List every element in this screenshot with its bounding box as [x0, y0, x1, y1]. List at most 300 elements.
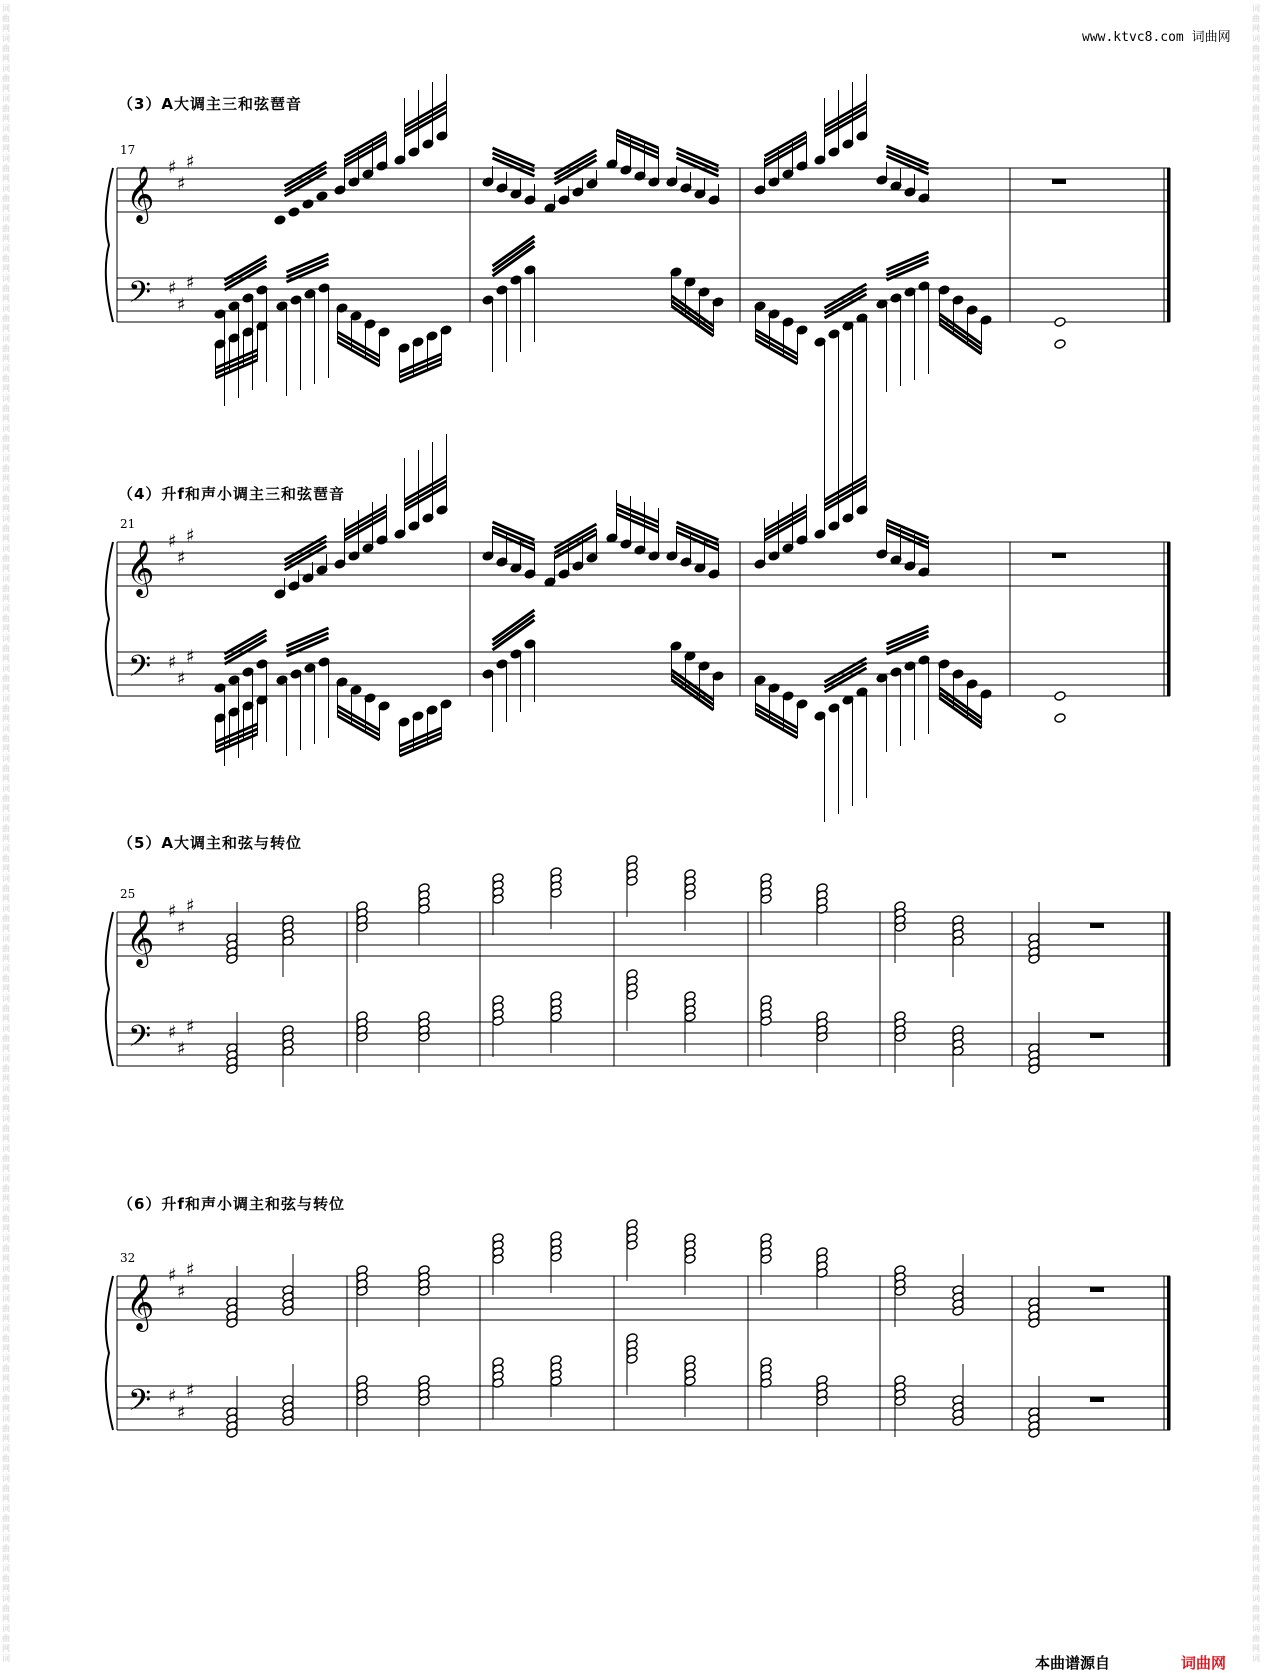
margin-mark: 网 — [1252, 1284, 1260, 1293]
margin-mark: 曲 — [2, 1514, 10, 1523]
margin-mark: 词 — [2, 814, 10, 823]
margin-mark: 网 — [1252, 1494, 1260, 1503]
margin-mark: 曲 — [2, 104, 10, 113]
margin-mark: 词 — [2, 994, 10, 1003]
margin-mark: 网 — [2, 714, 10, 723]
margin-mark: 词 — [1252, 994, 1260, 1003]
margin-mark: 网 — [1252, 1584, 1260, 1593]
margin-mark: 网 — [1252, 264, 1260, 273]
margin-mark: 词 — [1252, 514, 1260, 523]
margin-mark: 网 — [2, 384, 10, 393]
margin-mark: 词 — [2, 1504, 10, 1513]
margin-mark: 网 — [1252, 714, 1260, 723]
final-barline-thick — [1167, 912, 1171, 1066]
margin-mark: 词 — [1252, 814, 1260, 823]
margin-mark: 词 — [2, 1294, 10, 1303]
margin-mark: 曲 — [1252, 314, 1260, 323]
margin-mark: 曲 — [1252, 1064, 1260, 1073]
margin-mark: 网 — [2, 1374, 10, 1383]
margin-mark: 网 — [1252, 144, 1260, 153]
margin-mark: 网 — [1252, 744, 1260, 753]
margin-mark: 词 — [1252, 1084, 1260, 1093]
margin-mark: 曲 — [1252, 224, 1260, 233]
margin-mark: 曲 — [2, 1424, 10, 1433]
margin-mark: 网 — [1252, 474, 1260, 483]
key-signature-sharp: ♯ — [168, 1022, 177, 1043]
margin-mark: 词 — [2, 334, 10, 343]
margin-mark: 词 — [2, 1354, 10, 1363]
margin-mark: 词 — [1252, 214, 1260, 223]
margin-mark: 曲 — [2, 1454, 10, 1463]
margin-mark: 词 — [2, 244, 10, 253]
margin-mark: 网 — [2, 1284, 10, 1293]
measure-number: 17 — [120, 143, 136, 157]
margin-mark: 词 — [1252, 1054, 1260, 1063]
margin-mark: 网 — [1252, 834, 1260, 843]
margin-mark: 曲 — [1252, 584, 1260, 593]
margin-mark: 曲 — [1252, 674, 1260, 683]
margin-mark: 网 — [2, 204, 10, 213]
margin-mark: 词 — [2, 214, 10, 223]
margin-mark: 词 — [2, 4, 10, 13]
margin-mark: 曲 — [1252, 644, 1260, 653]
key-signature-sharp: ♯ — [168, 157, 177, 178]
bass-clef-icon: 𝄢 — [128, 1384, 152, 1425]
margin-mark: 曲 — [1252, 1424, 1260, 1433]
bass-clef-icon: 𝄢 — [128, 1020, 152, 1061]
margin-mark: 曲 — [1252, 554, 1260, 563]
margin-mark: 网 — [2, 684, 10, 693]
key-signature-sharp: ♯ — [186, 646, 195, 668]
margin-mark: 网 — [2, 1614, 10, 1623]
margin-mark: 词 — [2, 1474, 10, 1483]
margin-mark: 网 — [1252, 654, 1260, 663]
margin-mark: 曲 — [2, 494, 10, 503]
margin-mark: 网 — [1252, 444, 1260, 453]
margin-mark: 网 — [2, 294, 10, 303]
margin-mark: 曲 — [1252, 614, 1260, 623]
margin-mark: 网 — [2, 174, 10, 183]
margin-mark: 词 — [1252, 634, 1260, 643]
key-signature-sharp: ♯ — [177, 547, 186, 569]
margin-mark: 词 — [1252, 334, 1260, 343]
key-signature-sharp: ♯ — [186, 895, 195, 917]
bass-arpeggio-beam — [825, 289, 867, 313]
bass-arpeggio-beam — [338, 337, 380, 361]
margin-mark: 网 — [2, 264, 10, 273]
margin-mark: 曲 — [2, 1634, 10, 1643]
margin-mark: 曲 — [2, 1304, 10, 1313]
margin-mark: 词 — [1252, 694, 1260, 703]
section-title-5: （5）A大调主和弦与转位 — [118, 834, 303, 852]
margin-mark: 词 — [1252, 304, 1260, 313]
final-barline-thick — [1167, 168, 1171, 322]
margin-mark: 网 — [2, 534, 10, 543]
score-system-chords-f-sharp-minor — [0, 1232, 1268, 1472]
margin-mark: 网 — [2, 1104, 10, 1113]
margin-mark: 网 — [1252, 1374, 1260, 1383]
margin-mark: 曲 — [2, 1094, 10, 1103]
margin-mark: 词 — [2, 604, 10, 613]
margin-mark: 曲 — [2, 1064, 10, 1073]
margin-mark: 词 — [1252, 574, 1260, 583]
margin-mark: 词 — [2, 34, 10, 43]
margin-mark: 词 — [2, 304, 10, 313]
margin-mark: 网 — [2, 774, 10, 783]
key-signature-sharp: ♯ — [177, 1402, 186, 1424]
margin-mark: 网 — [1252, 1614, 1260, 1623]
key-signature-sharp: ♯ — [186, 1016, 195, 1038]
margin-mark: 曲 — [2, 44, 10, 53]
margin-mark: 曲 — [2, 674, 10, 683]
margin-mark: 词 — [2, 904, 10, 913]
grand-staff-brace — [106, 912, 113, 1066]
margin-mark: 词 — [1252, 1144, 1260, 1153]
margin-mark: 网 — [1252, 954, 1260, 963]
margin-mark: 曲 — [1252, 1394, 1260, 1403]
margin-mark: 曲 — [1252, 1184, 1260, 1193]
margin-mark: 词 — [2, 784, 10, 793]
whole-rest — [1090, 1287, 1104, 1292]
treble-arpeggio-beam — [405, 481, 447, 505]
margin-mark: 网 — [2, 594, 10, 603]
margin-mark: 网 — [1252, 324, 1260, 333]
margin-mark: 曲 — [1252, 134, 1260, 143]
margin-mark: 曲 — [2, 164, 10, 173]
bass-arpeggio-beam — [756, 335, 798, 359]
margin-mark: 曲 — [2, 224, 10, 233]
margin-mark: 网 — [2, 114, 10, 123]
margin-mark: 网 — [1252, 804, 1260, 813]
margin-mark: 词 — [1252, 124, 1260, 133]
margin-mark: 网 — [2, 984, 10, 993]
margin-mark: 网 — [2, 504, 10, 513]
grand-staff-brace — [106, 1276, 113, 1430]
margin-mark: 词 — [2, 94, 10, 103]
margin-mark: 网 — [2, 1254, 10, 1263]
margin-mark: 曲 — [2, 1034, 10, 1043]
margin-mark: 词 — [1252, 1654, 1260, 1663]
margin-mark: 曲 — [2, 1214, 10, 1223]
margin-mark: 曲 — [2, 1274, 10, 1283]
margin-mark: 词 — [2, 544, 10, 553]
margin-mark: 词 — [1252, 4, 1260, 13]
treble-arpeggio-beam — [555, 529, 597, 553]
score-system-arpeggio-f-sharp-minor — [0, 518, 1268, 798]
margin-mark: 词 — [2, 1624, 10, 1633]
margin-mark: 网 — [2, 1494, 10, 1503]
margin-mark: 曲 — [1252, 164, 1260, 173]
margin-mark: 曲 — [2, 1574, 10, 1583]
margin-mark: 网 — [2, 1134, 10, 1143]
margin-mark: 词 — [1252, 544, 1260, 553]
margin-mark: 曲 — [2, 1394, 10, 1403]
margin-mark: 曲 — [1252, 1634, 1260, 1643]
margin-mark: 网 — [1252, 1254, 1260, 1263]
margin-mark: 网 — [2, 1554, 10, 1563]
margin-mark: 词 — [1252, 1234, 1260, 1243]
bass-whole-note — [1054, 691, 1066, 702]
margin-mark: 词 — [1252, 1174, 1260, 1183]
margin-mark: 词 — [2, 1384, 10, 1393]
key-signature-sharp: ♯ — [168, 278, 177, 299]
margin-mark: 词 — [2, 1444, 10, 1453]
margin-mark: 词 — [2, 424, 10, 433]
margin-mark: 词 — [1252, 244, 1260, 253]
margin-mark: 词 — [2, 1534, 10, 1543]
margin-mark: 词 — [1252, 874, 1260, 883]
margin-mark: 词 — [1252, 964, 1260, 973]
margin-mark: 网 — [2, 894, 10, 903]
margin-mark: 词 — [1252, 34, 1260, 43]
margin-mark: 网 — [1252, 924, 1260, 933]
margin-mark: 曲 — [1252, 1484, 1260, 1493]
margin-mark: 词 — [2, 454, 10, 463]
margin-mark: 网 — [2, 1434, 10, 1443]
section-title-4: （4）升f和声小调主三和弦琶音 — [118, 485, 345, 503]
score-system-arpeggio-a-major — [0, 130, 1268, 420]
margin-mark: 曲 — [2, 284, 10, 293]
margin-mark: 词 — [2, 964, 10, 973]
margin-mark: 网 — [2, 1524, 10, 1533]
key-signature-sharp: ♯ — [168, 652, 177, 673]
margin-mark: 曲 — [2, 134, 10, 143]
margin-mark: 曲 — [1252, 1304, 1260, 1313]
treble-clef-icon: 𝄞 — [126, 1274, 155, 1330]
bass-clef-icon: 𝄢 — [128, 276, 152, 317]
margin-mark: 词 — [2, 574, 10, 583]
bass-arpeggio-beam — [825, 663, 867, 687]
margin-mark: 网 — [2, 414, 10, 423]
margin-mark: 词 — [2, 1234, 10, 1243]
key-signature-sharp: ♯ — [186, 272, 195, 294]
margin-mark: 曲 — [2, 554, 10, 563]
section-title-6: （6）升f和声小调主和弦与转位 — [118, 1195, 345, 1213]
treble-clef-icon: 𝄞 — [126, 166, 155, 222]
margin-mark: 曲 — [1252, 464, 1260, 473]
bass-arpeggio-beam — [225, 261, 267, 285]
margin-mark: 网 — [2, 654, 10, 663]
margin-mark: 曲 — [1252, 284, 1260, 293]
margin-mark: 网 — [1252, 624, 1260, 633]
margin-mark: 曲 — [1252, 1274, 1260, 1283]
margin-mark: 词 — [2, 754, 10, 763]
treble-arpeggio-beam — [555, 155, 597, 179]
whole-rest — [1090, 1033, 1104, 1038]
margin-mark: 网 — [1252, 84, 1260, 93]
margin-mark: 网 — [2, 474, 10, 483]
measure-number: 25 — [120, 887, 136, 901]
margin-mark: 曲 — [1252, 1334, 1260, 1343]
footer-brand-link[interactable]: 词曲网 — [1181, 1654, 1227, 1672]
margin-mark: 词 — [1252, 1594, 1260, 1603]
margin-mark: 曲 — [1252, 404, 1260, 413]
margin-mark: 网 — [2, 1164, 10, 1173]
grand-staff-brace — [106, 168, 113, 322]
margin-mark: 词 — [1252, 1204, 1260, 1213]
margin-mark: 词 — [2, 874, 10, 883]
margin-mark: 网 — [1252, 1044, 1260, 1053]
treble-arpeggio-beam — [405, 107, 447, 131]
site-name: 词曲网 — [1191, 30, 1231, 45]
key-signature-sharp: ♯ — [186, 1259, 195, 1281]
margin-mark: 网 — [1252, 564, 1260, 573]
margin-mark: 词 — [1252, 274, 1260, 283]
margin-mark: 曲 — [1252, 1034, 1260, 1043]
margin-mark: 网 — [2, 234, 10, 243]
margin-mark: 词 — [2, 1054, 10, 1063]
margin-mark: 曲 — [2, 764, 10, 773]
margin-mark: 曲 — [2, 344, 10, 353]
margin-mark: 曲 — [2, 194, 10, 203]
margin-mark: 网 — [2, 924, 10, 933]
margin-mark: 曲 — [1252, 74, 1260, 83]
final-barline-thick — [1167, 1276, 1171, 1430]
margin-mark: 词 — [1252, 1354, 1260, 1363]
margin-mark: 网 — [1252, 594, 1260, 603]
margin-mark: 词 — [1252, 844, 1260, 853]
margin-mark: 网 — [1252, 534, 1260, 543]
margin-mark: 曲 — [1252, 854, 1260, 863]
margin-mark: 网 — [2, 564, 10, 573]
margin-mark: 网 — [1252, 1524, 1260, 1533]
margin-mark: 曲 — [2, 1154, 10, 1163]
margin-mark: 曲 — [2, 1124, 10, 1133]
section-title-3: （3）A大调主三和弦琶音 — [118, 95, 303, 113]
margin-mark: 网 — [2, 1074, 10, 1083]
margin-mark: 词 — [1252, 904, 1260, 913]
margin-mark: 词 — [2, 1564, 10, 1573]
margin-mark: 网 — [1252, 1164, 1260, 1173]
margin-mark: 词 — [1252, 934, 1260, 943]
bass-whole-note — [1054, 317, 1066, 328]
margin-mark: 词 — [2, 694, 10, 703]
key-signature-sharp: ♯ — [168, 1386, 177, 1407]
margin-mark: 词 — [1252, 1294, 1260, 1303]
margin-mark: 网 — [2, 864, 10, 873]
margin-mark: 词 — [1252, 1624, 1260, 1633]
margin-mark: 网 — [1252, 1104, 1260, 1113]
margin-mark: 词 — [1252, 1504, 1260, 1513]
margin-mark: 曲 — [2, 1244, 10, 1253]
bass-whole-note — [1054, 339, 1066, 350]
margin-mark: 曲 — [1252, 884, 1260, 893]
margin-mark: 网 — [2, 1404, 10, 1413]
margin-mark: 曲 — [2, 434, 10, 443]
margin-mark: 曲 — [2, 314, 10, 323]
margin-mark: 曲 — [2, 824, 10, 833]
margin-mark: 网 — [2, 804, 10, 813]
margin-mark: 网 — [1252, 384, 1260, 393]
margin-mark: 曲 — [2, 1604, 10, 1613]
footer-credit: 本曲谱源自 — [1035, 1654, 1111, 1672]
key-signature-sharp: ♯ — [168, 901, 177, 922]
key-signature-sharp: ♯ — [177, 294, 186, 316]
bass-arpeggio-beam — [672, 675, 714, 705]
margin-mark: 曲 — [2, 974, 10, 983]
margin-mark: 曲 — [1252, 1514, 1260, 1523]
margin-mark: 词 — [1252, 1474, 1260, 1483]
margin-mark: 网 — [1252, 414, 1260, 423]
bass-arpeggio-beam — [225, 635, 267, 659]
margin-mark: 曲 — [2, 14, 10, 23]
margin-mark: 网 — [2, 1584, 10, 1593]
margin-mark: 网 — [2, 1194, 10, 1203]
margin-mark: 曲 — [2, 944, 10, 953]
site-header — [1082, 26, 1231, 45]
measure-number: 32 — [120, 1251, 136, 1265]
margin-mark: 词 — [2, 1174, 10, 1183]
margin-mark: 词 — [1252, 1324, 1260, 1333]
treble-clef-icon: 𝄞 — [126, 540, 155, 596]
margin-mark: 词 — [2, 274, 10, 283]
margin-mark: 网 — [2, 1314, 10, 1323]
margin-mark: 曲 — [1252, 374, 1260, 383]
key-signature-sharp: ♯ — [186, 151, 195, 173]
margin-mark: 曲 — [1252, 254, 1260, 263]
margin-mark: 网 — [1252, 54, 1260, 63]
margin-mark: 词 — [1252, 664, 1260, 673]
treble-arpeggio-beam — [765, 511, 807, 535]
margin-mark: 曲 — [1252, 1544, 1260, 1553]
margin-mark: 曲 — [2, 74, 10, 83]
margin-mark: 网 — [2, 624, 10, 633]
margin-mark: 网 — [1252, 1224, 1260, 1233]
margin-mark: 词 — [2, 1264, 10, 1273]
margin-mark: 词 — [2, 1324, 10, 1333]
key-signature-sharp: ♯ — [177, 173, 186, 195]
margin-mark: 曲 — [2, 1484, 10, 1493]
margin-mark: 词 — [1252, 754, 1260, 763]
key-signature-sharp: ♯ — [186, 1380, 195, 1402]
margin-mark: 网 — [1252, 774, 1260, 783]
margin-mark: 曲 — [1252, 14, 1260, 23]
margin-mark: 词 — [2, 64, 10, 73]
margin-mark: 网 — [1252, 204, 1260, 213]
margin-mark: 曲 — [1252, 344, 1260, 353]
margin-mark: 词 — [2, 364, 10, 373]
margin-mark: 网 — [1252, 234, 1260, 243]
margin-mark: 曲 — [1252, 944, 1260, 953]
margin-mark: 网 — [2, 444, 10, 453]
margin-mark: 曲 — [2, 584, 10, 593]
key-signature-sharp: ♯ — [168, 1265, 177, 1286]
treble-arpeggio-beam — [825, 107, 867, 131]
margin-mark: 曲 — [1252, 1364, 1260, 1373]
margin-mark: 曲 — [1252, 1154, 1260, 1163]
margin-mark: 曲 — [2, 1004, 10, 1013]
key-signature-sharp: ♯ — [186, 525, 195, 547]
margin-mark: 曲 — [1252, 1454, 1260, 1463]
margin-mark: 网 — [1252, 504, 1260, 513]
key-signature-sharp: ♯ — [177, 917, 186, 939]
margin-mark: 词 — [2, 844, 10, 853]
margin-mark: 曲 — [1252, 1094, 1260, 1103]
margin-mark: 词 — [2, 634, 10, 643]
margin-mark: 曲 — [1252, 1214, 1260, 1223]
margin-mark: 网 — [1252, 1074, 1260, 1083]
margin-mark: 网 — [1252, 1014, 1260, 1023]
margin-mark: 词 — [2, 934, 10, 943]
bass-arpeggio-beam — [940, 693, 982, 723]
margin-mark: 词 — [1252, 724, 1260, 733]
margin-mark: 词 — [1252, 1534, 1260, 1543]
bass-clef-icon: 𝄢 — [128, 650, 152, 691]
margin-mark: 词 — [2, 1144, 10, 1153]
margin-mark: 词 — [2, 484, 10, 493]
margin-mark: 网 — [1252, 1404, 1260, 1413]
key-signature-sharp: ♯ — [177, 668, 186, 690]
